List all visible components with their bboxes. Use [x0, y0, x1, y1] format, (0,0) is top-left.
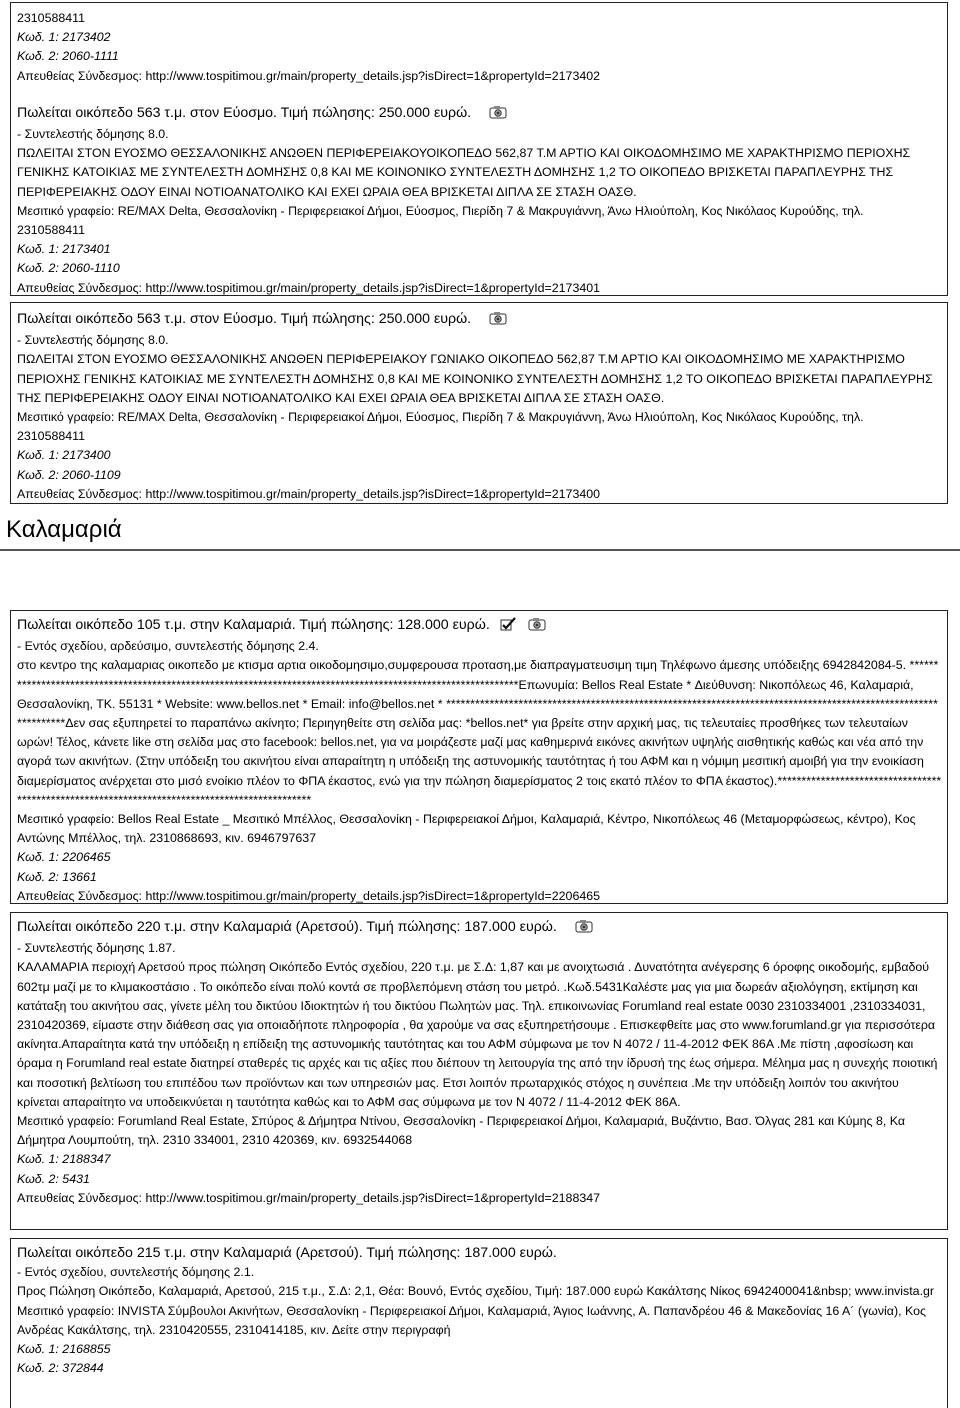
section-heading: Καλαμαριά	[6, 516, 122, 543]
office-text: Μεσιτικό γραφείο: RE/MAX Delta, Θεσσαλονίκη - Περιφερειακοί Δήμοι, Εύοσμος, Πιερίδη 7 & Μακρυγιάννη, Άνω Ηλιούπολη, Κος Νικόλαος Κυρούδης, τηλ.	[17, 410, 864, 425]
listing-box	[10, 912, 948, 1230]
direct-link[interactable]: Απευθείας Σύνδεσμος: http://www.tospitimou.gr/main/property_details.jsp?isDirect=1&propertyId=2173402	[17, 68, 601, 83]
code-1: Κωδ. 1: 2188347	[17, 1152, 111, 1167]
camera-icon[interactable]	[489, 311, 507, 331]
coefficient-text: - Συντελεστής δόμησης 8.0.	[17, 127, 169, 142]
subtitle-text: - Εντός σχεδίου, συντελεστής δόμησης 2.1.	[17, 1265, 255, 1280]
listing-title-text: Πωλείται οικόπεδο 220 τ.μ. στην Καλαμαριά (Αρετσού). Τιμή πώλησης: 187.000 ευρώ.	[17, 919, 557, 935]
separator-stars: **************************************************************************************************************	[17, 658, 939, 692]
subtitle-text: - Εντός σχεδίου, αρδεύσιμο, συντελεστής δόμησης 2.4.	[17, 639, 319, 654]
office-text: Μεσιτικό γραφείο: Forumland Real Estate, Σπύρος & Δήμητρα Ντίνου, Θεσσαλονίκη - Περιφερειακοί Δήμοι, Καλαμαριά, Βυζάντιο, Βασ. Όλγας 281 και Κύμης 8, Κα Δήμητρα Λουμπούτη, τηλ. 2310 334001, 2310 420369, κιν. 6932544068	[17, 1114, 906, 1148]
listing-title-text: Πωλείται οικόπεδο 105 τ.μ. στην Καλαμαριά. Τιμή πώλησης: 128.000 ευρώ.	[17, 617, 490, 633]
listing-title	[17, 918, 942, 939]
listing-description	[17, 656, 942, 810]
description-part: Δεν σας εξυπηρετεί το παραπάνω ακίνητο; Περιηγηθείτε στη σελίδα μας: *bellos.net* για βρείτε στην αρχική μας, τις τελευταίες προσθήκες των τελευταίων ωρών! Τέλος, κάνετε like στη σελίδα μας στο facebook: bellos.net, για να μοιράζεστε μαζί μας καθημερινά εικόνες ακινήτων υψηλής αισθητικής καθώς και νέα από την αγορά των ακινήτων. (Στην υπόδειξη του ακινήτου είναι απαραίτητη η υπόδειξη της αστυνομικής ταυτότητας ή του ΑΦΜ και η νόμιμη μεσιτική αμοιβή για την ενοικίαση διαμερίσματος ανέρχεται στο μισό ενοίκιο πλέον το ΦΠΑ έκαστος, ενώ για την πώληση διαμερίσματος 2 τοις εκατό πλέον το ΦΠΑ έκαστος).	[17, 716, 924, 788]
code-2: Κωδ. 2: 5431	[17, 1171, 90, 1186]
code-1: Κωδ. 1: 2173400	[17, 448, 111, 463]
direct-link[interactable]: Απευθείας Σύνδεσμος: http://www.tospitimou.gr/main/property_details.jsp?isDirect=1&propertyId=2188347	[17, 1190, 601, 1205]
description-part: στο κεντρο της καλαμαριας οικοπεδο με κτισμα αρτια οικοδομησιμο,συμφερουσα προταση,με διαπραγματευσιμη τιμη Τηλέφωνο άμεσης υπόδειξης 6942842084-5.	[17, 658, 907, 673]
camera-icon[interactable]	[489, 105, 507, 125]
listing-description: ΠΩΛΕΙΤΑΙ ΣΤΟΝ ΕΥΟΣΜΟ ΘΕΣΣΑΛΟΝΙΚΗΣ ΑΝΩΘΕΝ ΠΕΡΙΦΕΡΕΙΑΚΟΥ ΓΩΝΙΑΚΟ ΟΙΚΟΠΕΔΟ 562,87 Τ.Μ ΑΡΤΙΟ ΚΑΙ ΟΙΚΟΔΟΜΗΣΙΜΟ ΜΕ ΧΑΡΑΚΤΗΡΙΣΜΟ ΠΕΡΙΟΧΗΣ ΓΕΝΙΚΗΣ ΚΑΤΟΙΚΙΑΣ ΜΕ ΣΥΝΤΕΛΕΣΤΗ ΔΟΜΗΣΗΣ 0,8 ΚΑΙ ΜΕ ΚΟΙΝΟΝΙΚΟ ΣΥΝΤΕΛΕΣΤΗ ΔΟΜΗΣΗΣ 1,2 ΤΟ ΟΙΚΟΠΕΔΟ ΒΡΙΣΚΕΤΑΙ ΠΑΡΑΠΛΕΥΡΗΣ ΤΗΣ ΠΕΡΙΦΕΡΕΙΑΚΗΣ ΟΔΟΥ ΕΙΝΑΙ ΝΟΤΙΟΑΝΑΤΟΛΙΚΟ ΚΑΙ ΕΧΕΙ ΩΡΑΙΑ ΘΕΑ ΒΡΙΣΚΕΤΑΙ ΔΙΠΛΑ ΣΕ ΣΤΑΣΗ ΟΑΣΘ.	[17, 352, 933, 405]
code-1: Κωδ. 1: 2168855	[17, 1342, 111, 1357]
checkmark-icon	[500, 617, 516, 637]
phone-text: 2310588411	[17, 11, 85, 25]
direct-link[interactable]: Απευθείας Σύνδεσμος: http://www.tospitimou.gr/main/property_details.jsp?isDirect=1&propertyId=2173400	[17, 486, 601, 501]
coefficient-text: - Συντελεστής δόμησης 8.0.	[17, 333, 169, 348]
listing-title-text: Πωλείται οικόπεδο 563 τ.μ. στον Εύοσμο. Τιμή πώλησης: 250.000 ευρώ.	[17, 311, 472, 327]
listing-box	[10, 302, 948, 504]
listing-description: ΠΩΛΕΙΤΑΙ ΣΤΟΝ ΕΥΟΣΜΟ ΘΕΣΣΑΛΟΝΙΚΗΣ ΑΝΩΘΕΝ ΠΕΡΙΦΕΡΕΙΑΚΟΥΟΙΚΟΠΕΔΟ 562,87 Τ.Μ ΑΡΤΙΟ ΚΑΙ ΟΙΚΟΔΟΜΗΣΙΜΟ ΜΕ ΧΑΡΑΚΤΗΡΙΣΜΟ ΠΕΡΙΟΧΗΣ ΓΕΝΙΚΗΣ ΚΑΤΟΙΚΙΑΣ ΜΕ ΣΥΝΤΕΛΕΣΤΗ ΔΟΜΗΣΗΣ 0,8 ΚΑΙ ΜΕ ΚΟΙΝΟΝΙΚΟ ΣΥΝΤΕΛΕΣΤΗ ΔΟΜΗΣΗΣ 1,2 ΤΟ ΟΙΚΟΠΕΔΟ ΒΡΙΣΚΕΤΑΙ ΠΑΡΑΠΛΕΥΡΗΣ ΤΗΣ ΠΕΡΙΦΕΡΕΙΑΚΗΣ ΟΔΟΥ ΕΙΝΑΙ ΝΟΤΙΟΑΝΑΤΟΛΙΚΟ ΚΑΙ ΕΧΕΙ ΩΡΑΙΑ ΘΕΑ ΒΡΙΣΚΕΤΑΙ ΔΙΠΛΑ ΣΕ ΣΤΑΣΗ ΟΑΣΘ.	[17, 146, 911, 199]
phone-text: 2310588411	[17, 223, 85, 238]
listing-box	[10, 610, 948, 904]
listing-box	[10, 2, 948, 296]
code-2: Κωδ. 2: 372844	[17, 1361, 104, 1376]
listing-title	[17, 104, 942, 125]
listing-description: ΚΑΛΑΜΑΡΙΑ περιοχή Αρετσού προς πώληση Οικόπεδο Εντός σχεδίου, 220 τ.μ. με Σ.Δ: 1,87 και με ανοιχτωσιά . Δυνατότητα ανέγερσης 6 όροφης οικοδομής, εμβαδού 602τμ μαζί με το κλιμακοστάσιο . Το οικόπεδο είναι πολύ κοντά σε προβλεπόμενη στάση του μετρό. .Κωδ.5431Καλέστε μας για μια δωρεάν αξιολόγηση, εκτίμηση και κατάταξη του ακινήτου σας, γίνετε μέλη του δικτύου Ιδιοκτητών ή του δικτύου Πωλητών μας. Τηλ. επικοινωνίας Forumland real estate 0030 2310334001 ,2310334031, 2310420369, είμαστε στην διάθεση σας για οποιαδήποτε πληροφορία , θα χαρούμε να σας εξυπηρετήσουμε . Επισκεφθείτε μας στο www.forumland.gr για περισσότερα ακίνητα.Απαραίτητα κατά την υπόδειξη η επίδειξη της αστυνομικής ταυτότητας και του ΑΦΜ σύμφωνα με τον Ν 4072 / 11-4-2012 ΦΕΚ 86Α .Με πίστη ,αφοσίωση και όραμα η Forumland real estate διατηρεί σταθερές τις αρχές και τις αξίες που διέπουν τη λειτουργία της από την ίδρυσή της έως σήμερα. Μέλημα μας η συνεχής ποιοτική και ποσοτική βελτίωση του επιπέδου των προϊόντων και των υπηρεσιών μας. Ετσι λοιπόν πρωταρχικός στόχος η συνέπεια .Με την υπόδειξη λοιπόν του ακινήτου κρίνεται απαραίτητο να υποδεικνύεται η ταυτότητα καθώς και το ΑΦΜ σας σύμφωνα με τον Ν 4072 / 11-4-2012 ΦΕΚ 86Α.	[17, 960, 938, 1109]
separator-stars: ****************************************************************************************************************	[17, 696, 938, 731]
section-divider	[0, 549, 960, 551]
office-text: Μεσιτικό γραφείο: INVISTA Σύμβουλοι Ακινήτων, Θεσσαλονίκη - Περιφερειακοί Δήμοι, Καλαμαριά, Άγιος Ιωάννης, Α. Παπανδρέου 46 & Μακεδονίας 16 Α´ (γωνία), Κος Ανδρέας Κακάλτσης, τηλ. 2310420555, 2310414185, κιν. Δείτε στην περιγραφή	[17, 1303, 926, 1337]
phone-text: 2310588411	[17, 429, 85, 444]
listing-box	[10, 1238, 948, 1408]
code-1: Κωδ. 1: 2173401	[17, 242, 111, 257]
direct-link[interactable]: Απευθείας Σύνδεσμος: http://www.tospitimou.gr/main/property_details.jsp?isDirect=1&propertyId=2173401	[17, 280, 601, 295]
code-2: Κωδ. 2: 2060-1109	[17, 467, 121, 482]
direct-link[interactable]: Απευθείας Σύνδεσμος: http://www.tospitimou.gr/main/property_details.jsp?isDirect=1&propertyId=2206465	[17, 888, 601, 903]
subtitle-text: - Συντελεστής δόμησης 1.87.	[17, 941, 176, 956]
office-text: Μεσιτικό γραφείο: RE/MAX Delta, Θεσσαλονίκη - Περιφερειακοί Δήμοι, Εύοσμος, Πιερίδη 7 & Μακρυγιάννη, Άνω Ηλιούπολη, Κος Νικόλαος Κυρούδης, τηλ.	[17, 203, 864, 218]
listing-title	[17, 310, 942, 331]
listing-title: Πωλείται οικόπεδο 215 τ.μ. στην Καλαμαριά (Αρετσού). Τιμή πώλησης: 187.000 ευρώ.	[17, 1245, 557, 1261]
camera-icon[interactable]	[575, 919, 593, 939]
code-2: Κωδ. 2: 2060-1111	[17, 49, 119, 64]
code-2: Κωδ. 2: 13661	[17, 869, 97, 884]
description-part: Επωνυμία: Bellos Real Estate * Διεύθυνση: Νικοπόλεως 46, Καλαμαριά, Θεσσαλονίκη, ΤΚ. 55131 * Website: www.bellos.net * Email: info@bellos.net *	[17, 677, 914, 711]
code-1: Κωδ. 1: 2173402	[17, 30, 111, 45]
code-1: Κωδ. 1: 2206465	[17, 850, 111, 865]
listing-title	[17, 616, 942, 637]
camera-icon[interactable]	[528, 617, 546, 637]
separator-stars: ***********************************************************************************************	[17, 773, 942, 807]
listing-description: Προς Πώληση Οικόπεδο, Καλαμαριά, Αρετσού, 215 τ.μ., Σ.Δ: 2,1, Θέα: Βουνό, Εντός σχεδίου, Τιμή: 187.000 ευρώ Κακάλτσης Νίκος 6942400041&nbsp; www.invista.gr	[17, 1284, 935, 1299]
code-2: Κωδ. 2: 2060-1110	[17, 261, 120, 276]
office-text: Μεσιτικό γραφείο: Bellos Real Estate _ Μεσιτικό Μπέλλος, Θεσσαλονίκη - Περιφερειακοί Δήμοι, Καλαμαριά, Κέντρο, Νικοπόλεως 46 (Μεταμορφώσεως, κέντρο), Κος Αντώνης Μπέλλος, τηλ. 2310868693, κιν. 6946797637	[17, 812, 916, 846]
listing-title-text: Πωλείται οικόπεδο 563 τ.μ. στον Εύοσμο. Τιμή πώλησης: 250.000 ευρώ.	[17, 104, 472, 121]
